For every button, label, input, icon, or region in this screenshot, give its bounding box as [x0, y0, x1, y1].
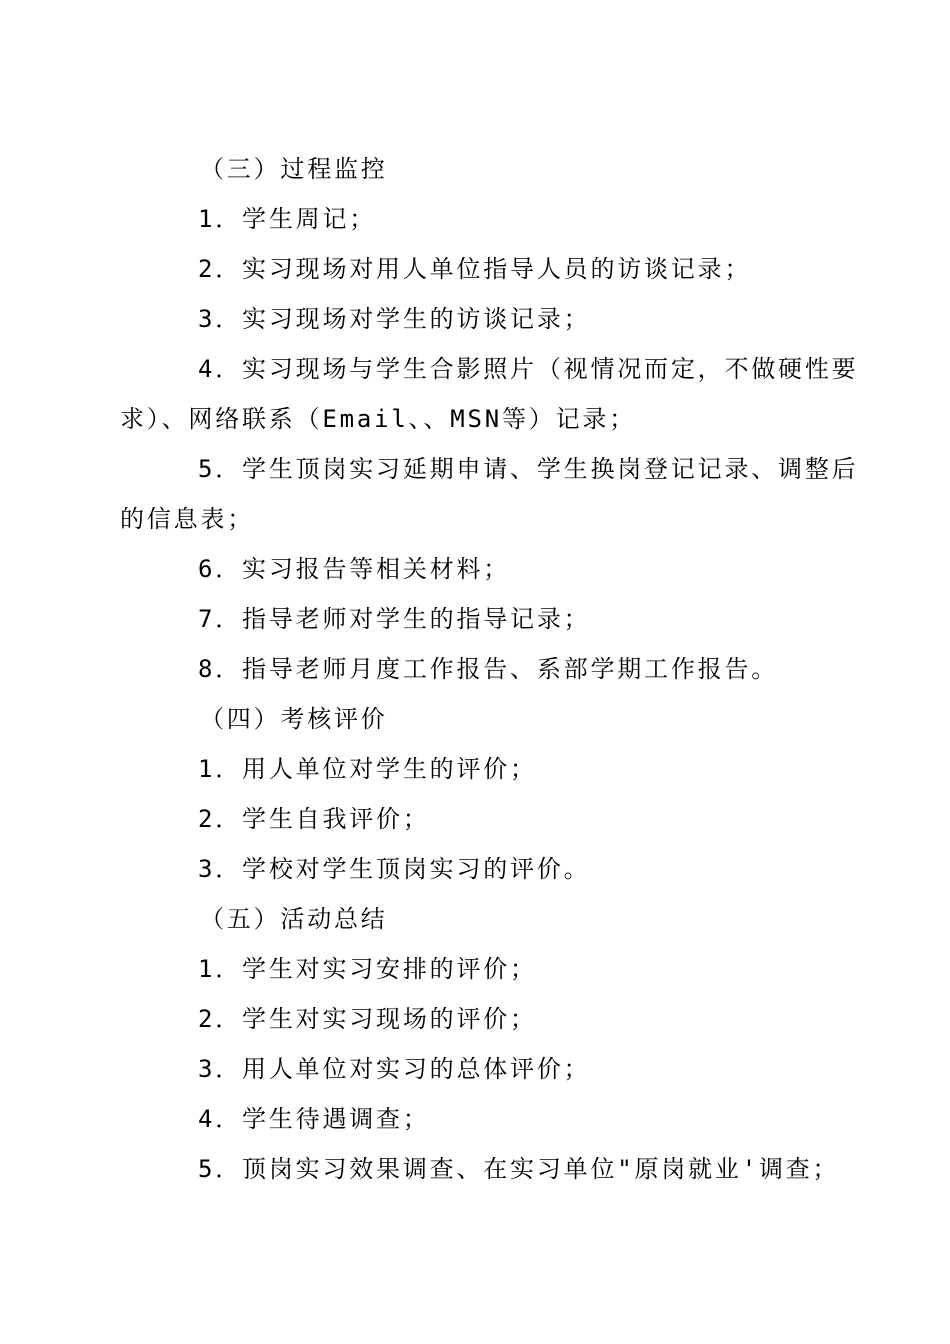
list-item: 4．学生待遇调查；: [198, 1105, 430, 1133]
list-item: 2．学生对实习现场的评价；: [198, 1005, 537, 1033]
list-item: 8．指导老师月度工作报告、系部学期工作报告。: [198, 655, 779, 683]
list-item: 6．实习报告等相关材料；: [198, 555, 511, 583]
list-item: 1．用人单位对学生的评价；: [198, 755, 537, 783]
list-item: 5．学生顶岗实习延期申请、学生换岗登记记录、调整后: [198, 455, 859, 483]
section-heading: （五）活动总结: [200, 905, 388, 933]
document-body: [120, 144, 859, 1194]
section-heading: （四）考核评价: [200, 705, 388, 733]
list-item-continuation: 求）、网络联系（Email、、MSN等）记录；: [120, 405, 636, 433]
list-item: 3．实习现场对学生的访谈记录；: [198, 305, 591, 333]
list-item: 5．顶岗实习效果调查、在实习单位"原岗就业'调查；: [198, 1155, 840, 1183]
list-item: 2．学生自我评价；: [198, 805, 430, 833]
list-item: 3．用人单位对实习的总体评价；: [198, 1055, 591, 1083]
list-item: 1．学生对实习安排的评价；: [198, 955, 537, 983]
list-item: 1．学生周记；: [198, 205, 377, 233]
list-item: 7．指导老师对学生的指导记录；: [198, 605, 591, 633]
list-item: 4．实习现场与学生合影照片（视情况而定，不做硬性要: [198, 355, 859, 383]
list-item: 2．实习现场对用人单位指导人员的访谈记录；: [198, 255, 752, 283]
section-heading: （三）过程监控: [200, 155, 388, 183]
list-item: 3．学校对学生顶岗实习的评价。: [198, 855, 591, 883]
list-item-continuation: 的信息表；: [120, 505, 254, 533]
